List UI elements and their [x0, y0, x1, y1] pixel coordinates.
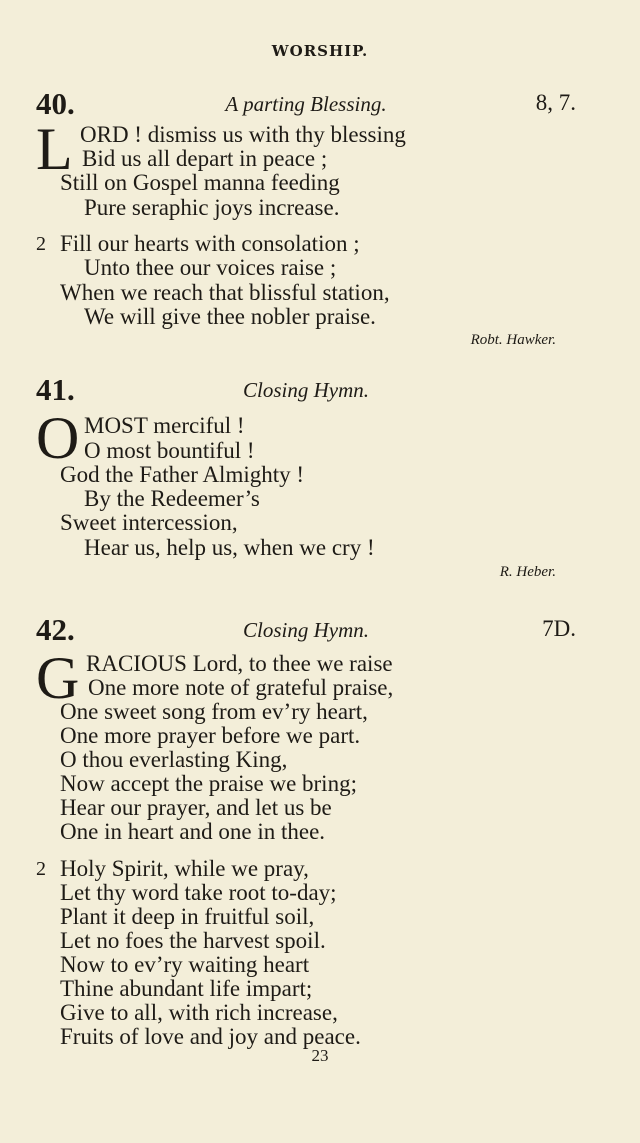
hymn-line: Bid us all depart in peace ;	[82, 146, 328, 171]
hymn-line: Pure seraphic joys increase.	[84, 195, 340, 220]
hymn-line: Now accept the praise we bring;	[60, 771, 357, 796]
hymn-42-heading	[36, 612, 576, 648]
attribution: Robt. Hawker.	[470, 332, 556, 348]
hymn-title: A parting Blessing.	[225, 92, 387, 116]
hymn-line: Fruits of love and joy and peace.	[60, 1024, 361, 1049]
hymn-title: Closing Hymn.	[243, 378, 369, 402]
hymn-line: MOST merciful !	[84, 413, 245, 438]
hymn-line: Now to ev’ry waiting heart	[60, 952, 310, 977]
hymn-line: RACIOUS Lord, to thee we raise	[86, 651, 393, 676]
hymn-line: Hear our prayer, and let us be	[60, 795, 332, 820]
hymn-line: O thou everlasting King,	[60, 747, 288, 772]
hymn-line: ORD ! dismiss us with thy blessing	[80, 122, 406, 147]
hymn-line: Holy Spirit, while we pray,	[60, 856, 309, 881]
hymn-meter: 7D.	[542, 616, 576, 641]
hymn-line: God the Father Almighty !	[60, 462, 305, 487]
hymn-line: Still on Gospel manna feeding	[60, 170, 340, 195]
verse-number: 2	[36, 233, 46, 255]
hymn-line: Hear us, help us, when we cry !	[84, 535, 375, 560]
hymn-line: One more prayer before we part.	[60, 723, 361, 748]
drop-cap: O	[36, 405, 80, 471]
hymn-line: Thine abundant life impart;	[60, 976, 313, 1001]
verse-number: 2	[36, 858, 46, 880]
hymn-line: Let thy word take root to-day;	[60, 880, 337, 905]
hymn-line: We will give thee nobler praise.	[84, 304, 376, 329]
hymn-line: One in heart and one in thee.	[60, 819, 326, 844]
hymn-number: 40.	[36, 86, 75, 121]
hymn-line: Unto thee our voices raise ;	[84, 255, 337, 280]
hymn-number: 41.	[36, 372, 75, 407]
hymn-line: Give to all, with rich increase,	[60, 1000, 338, 1025]
hymn-line: Fill our hearts with consolation ;	[60, 231, 360, 256]
hymn-40-heading	[36, 86, 576, 122]
hymn-title: Closing Hymn.	[243, 618, 369, 642]
page-number: 23	[311, 1046, 329, 1065]
running-header: WORSHIP.	[271, 42, 369, 60]
hymn-line: Sweet intercession,	[60, 510, 238, 535]
hymn-41-heading	[36, 372, 576, 408]
hymn-line: Let no foes the harvest spoil.	[60, 928, 326, 953]
hymn-line: When we reach that blissful station,	[60, 280, 390, 305]
drop-cap: G	[36, 645, 80, 711]
attribution: R. Heber.	[499, 564, 556, 580]
hymn-line: Plant it deep in fruitful soil,	[60, 904, 315, 929]
hymn-meter: 8, 7.	[535, 90, 576, 115]
hymn-line: O most bountiful !	[84, 438, 255, 463]
hymn-line: By the Redeemer’s	[84, 486, 260, 511]
drop-cap: L	[36, 116, 73, 182]
hymn-line: One more note of grateful praise,	[88, 675, 394, 700]
hymn-number: 42.	[36, 612, 75, 647]
hymn-line: One sweet song from ev’ry heart,	[60, 699, 368, 724]
